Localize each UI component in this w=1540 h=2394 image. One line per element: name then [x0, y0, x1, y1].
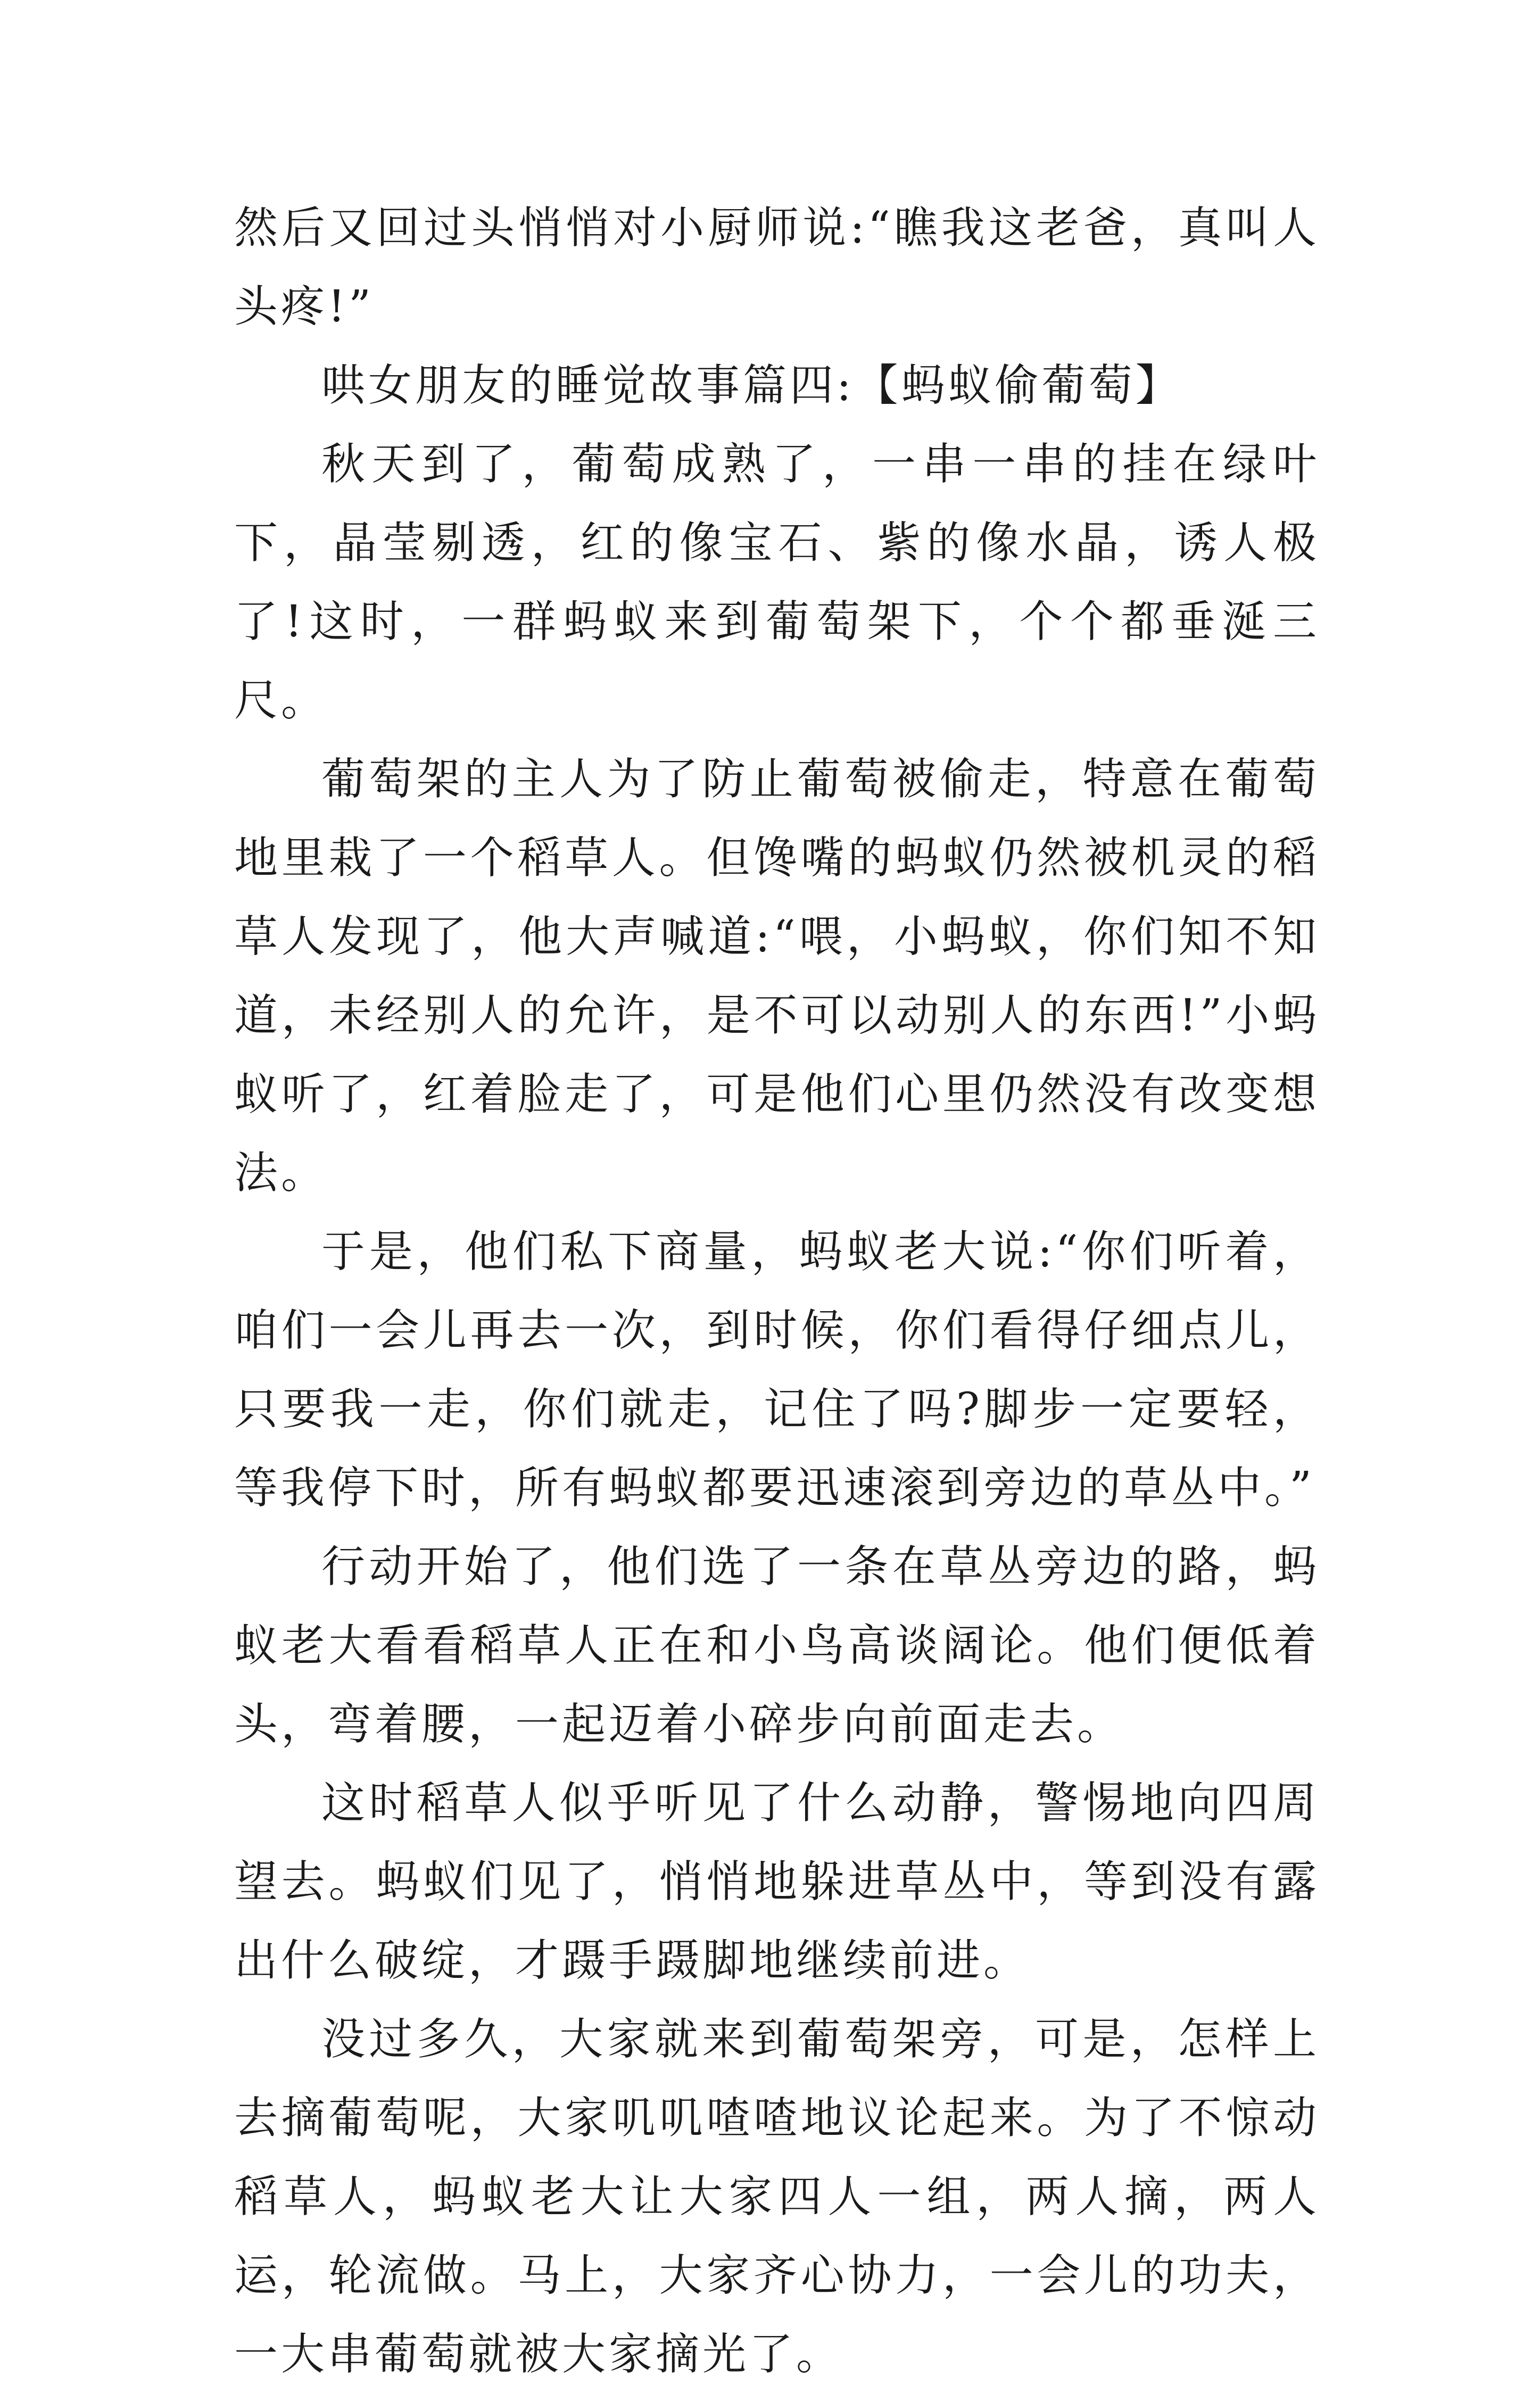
section-heading: 哄女朋友的睡觉故事篇四:【蚂蚁偷葡萄】: [321, 360, 1182, 411]
paragraph: 这时稻草人似乎听见了什么动静，警惕地向四周望去。蚂蚁们见了，悄悄地躲进草丛中，等到没有露出什么破绽，才蹑手蹑脚地继续前进。: [234, 1778, 1320, 1986]
paragraph: 没过多久，大家就来到葡萄架旁，可是，怎样上去摘葡萄呢，大家叽叽喳喳地议论起来。为了不惊动稻草人，蚂蚁老大让大家四人一组，两人摘，两人运，轮流做。马上，大家齐心协力，一会儿的功夫，一大串葡萄就被大家摘光了。: [234, 2014, 1320, 2380]
paragraph: 葡萄架的主人为了防止葡萄被偷走，特意在葡萄地里栽了一个稻草人。但馋嘴的蚂蚁仍然被机灵的稻草人发现了，他大声喊道:“喂，小蚂蚁，你们知不知道，未经别人的允许，是不可以动别人的东西!”小蚂蚁听了，红着脸走了，可是他们心里仍然没有改变想法。: [234, 754, 1320, 1198]
document-body: [234, 189, 1320, 2394]
paragraph-continuation: 然后又回过头悄悄对小厨师说:“瞧我这老爸，真叫人头疼!”: [234, 203, 1320, 332]
paragraph: 行动开始了，他们选了一条在草丛旁边的路，蚂蚁老大看看稻草人正在和小鸟高谈阔论。他们便低着头，弯着腰，一起迈着小碎步向前面走去。: [234, 1542, 1320, 1750]
paragraph: 于是，他们私下商量，蚂蚁老大说:“你们听着，咱们一会儿再去一次，到时候，你们看得仔细点儿，只要我一走，你们就走，记住了吗?脚步一定要轻，等我停下时，所有蚂蚁都要迅速滚到旁边的草丛中。”: [234, 1227, 1320, 1513]
paragraph: 秋天到了，葡萄成熟了，一串一串的挂在绿叶下，晶莹剔透，红的像宝石、紫的像水晶，诱人极了!这时，一群蚂蚁来到葡萄架下，个个都垂涎三尺。: [234, 439, 1320, 726]
